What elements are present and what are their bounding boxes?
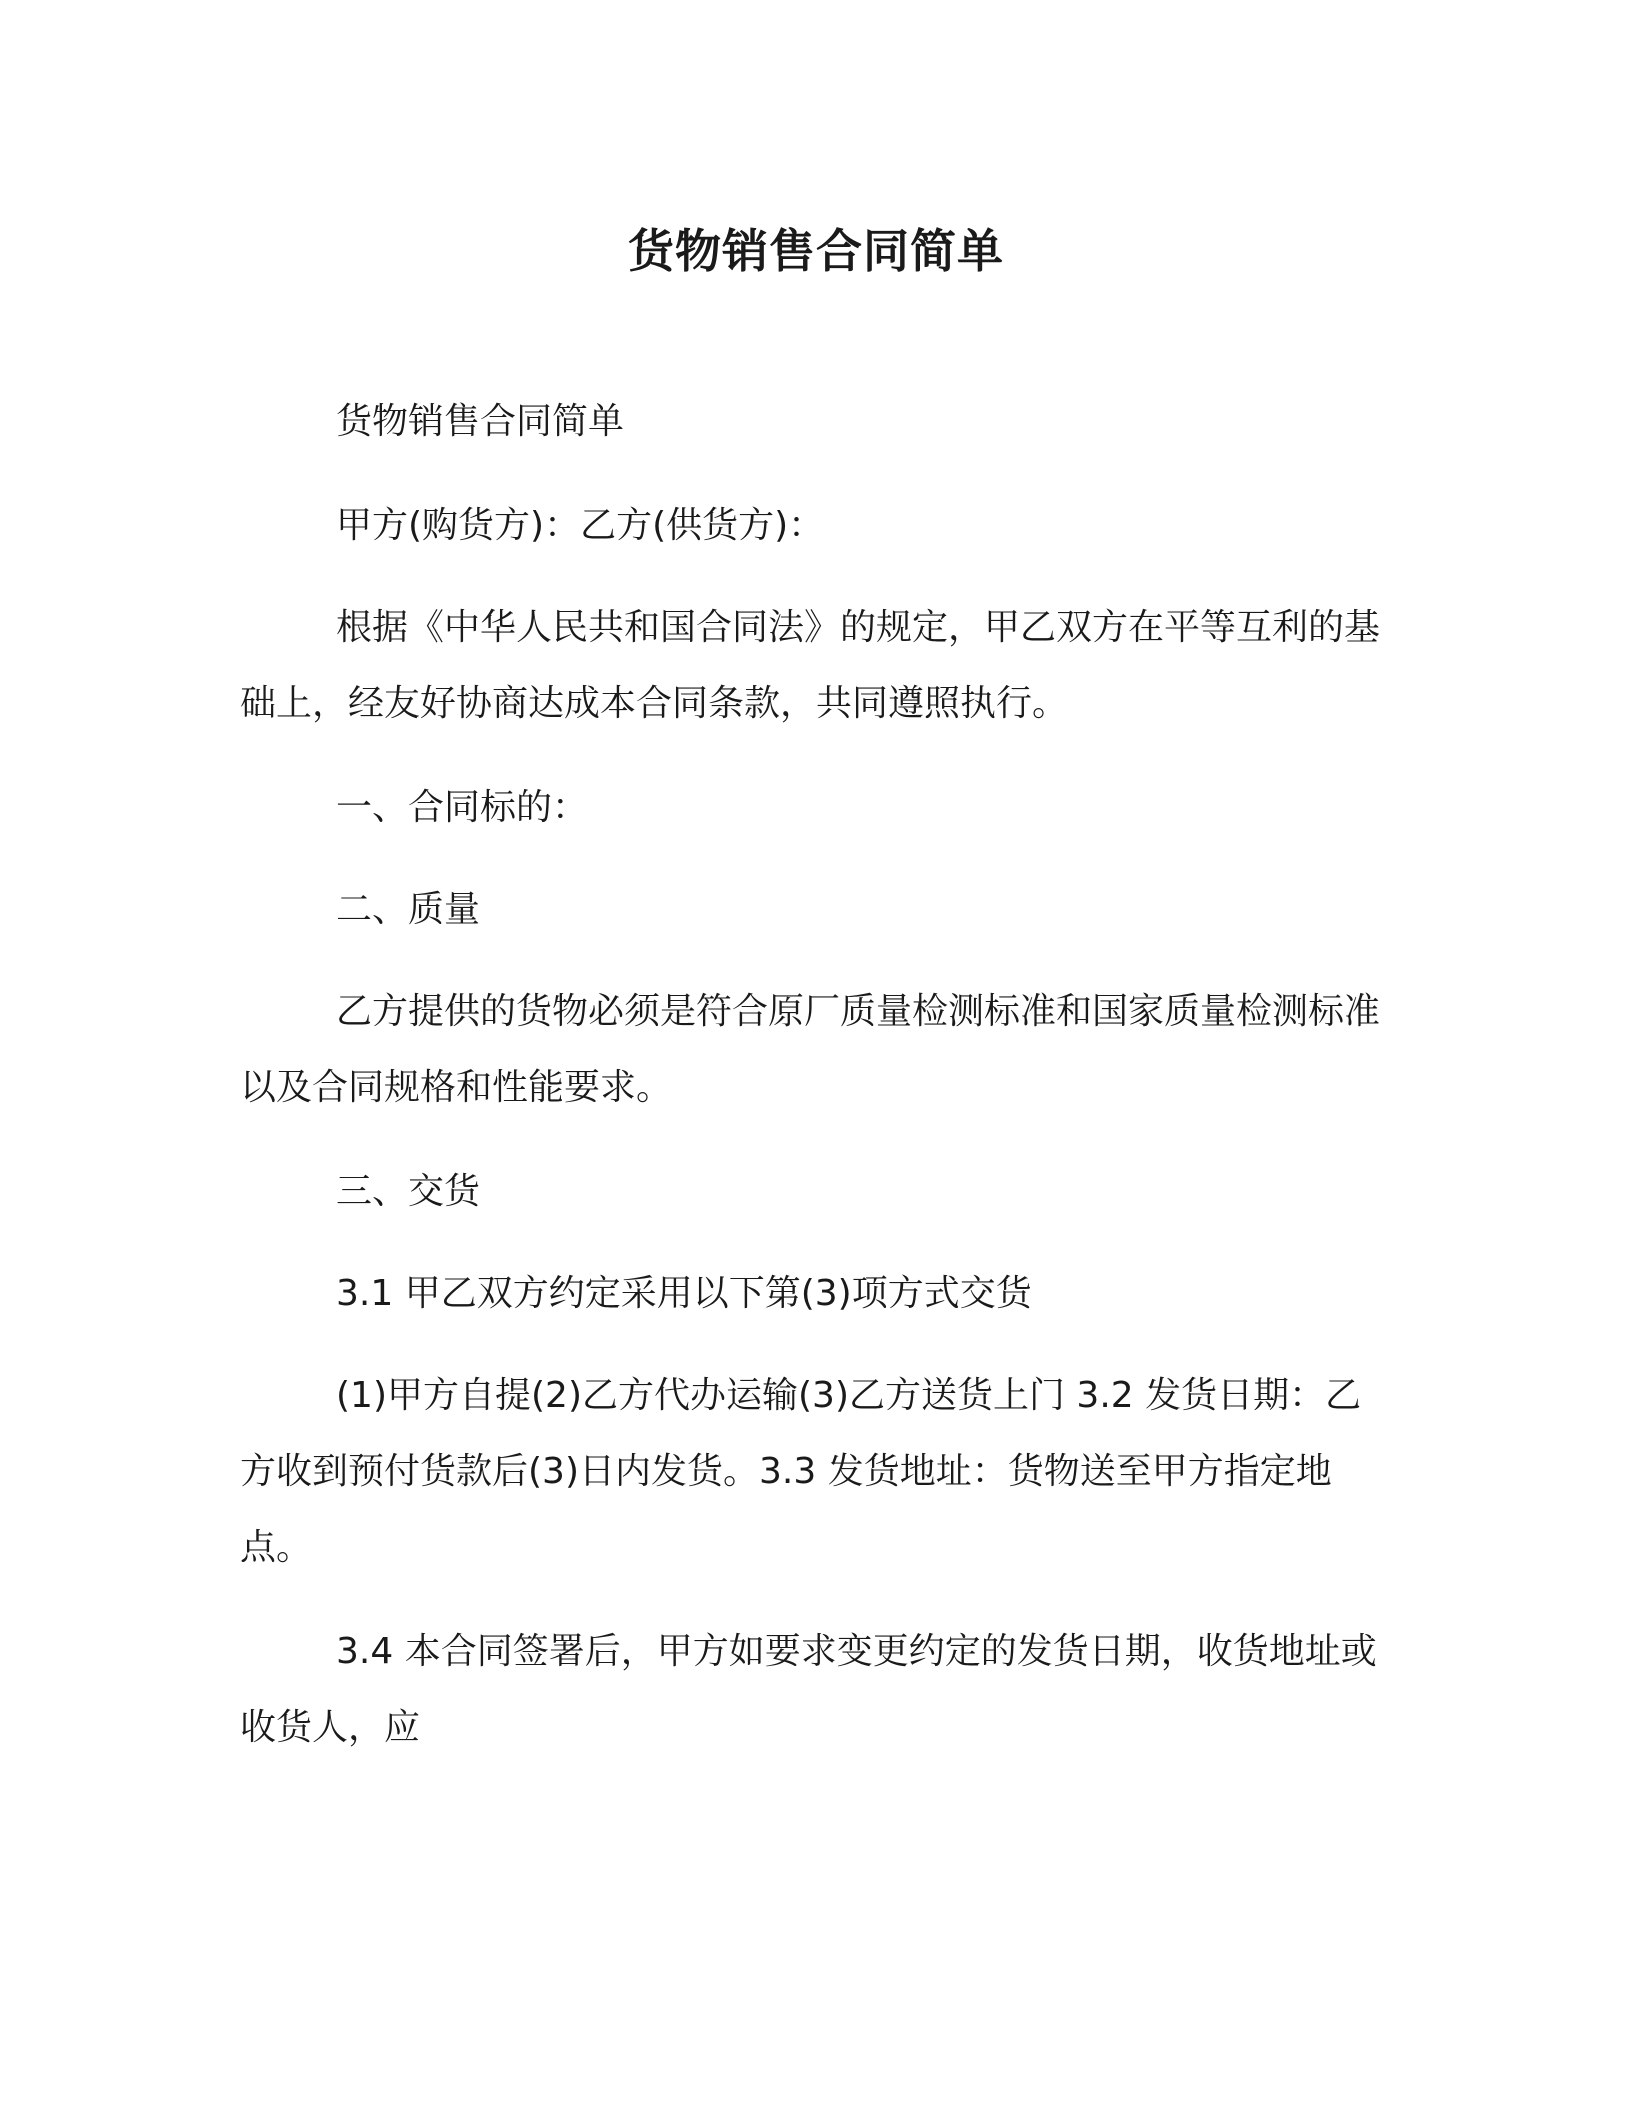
paragraph-clause-3-4: 3.4 本合同签署后，甲方如要求变更约定的发货日期，收货地址或收货人，应 — [240, 1631, 1377, 1748]
paragraph-preamble: 根据《中华人民共和国合同法》的规定，甲乙双方在平等互利的基础上，经友好协商达成本合同条款，共同遵照执行。 — [240, 607, 1381, 724]
section-heading-delivery: 三、交货 — [336, 1171, 481, 1212]
section-heading-quality: 二、质量 — [336, 889, 481, 930]
paragraph-parties: 甲方(购货方)：乙方(供货方)： — [336, 505, 825, 546]
paragraph-subtitle: 货物销售合同简单 — [336, 401, 625, 442]
paragraph-clause-3-2-3-3: (1)甲方自提(2)乙方代办运输(3)乙方送货上门 3.2 发货日期：乙方收到预付货款后(3)日内发货。3.3 发货地址：货物送至甲方指定地点。 — [240, 1375, 1362, 1568]
section-heading-subject: 一、合同标的： — [336, 787, 589, 828]
paragraph-quality: 乙方提供的货物必须是符合原厂质量检测标准和国家质量检测标准以及合同规格和性能要求。 — [240, 991, 1381, 1108]
document-title: 货物销售合同简单 — [628, 224, 1004, 278]
paragraph-clause-3-1: 3.1 甲乙双方约定采用以下第(3)项方式交货 — [336, 1273, 1032, 1314]
